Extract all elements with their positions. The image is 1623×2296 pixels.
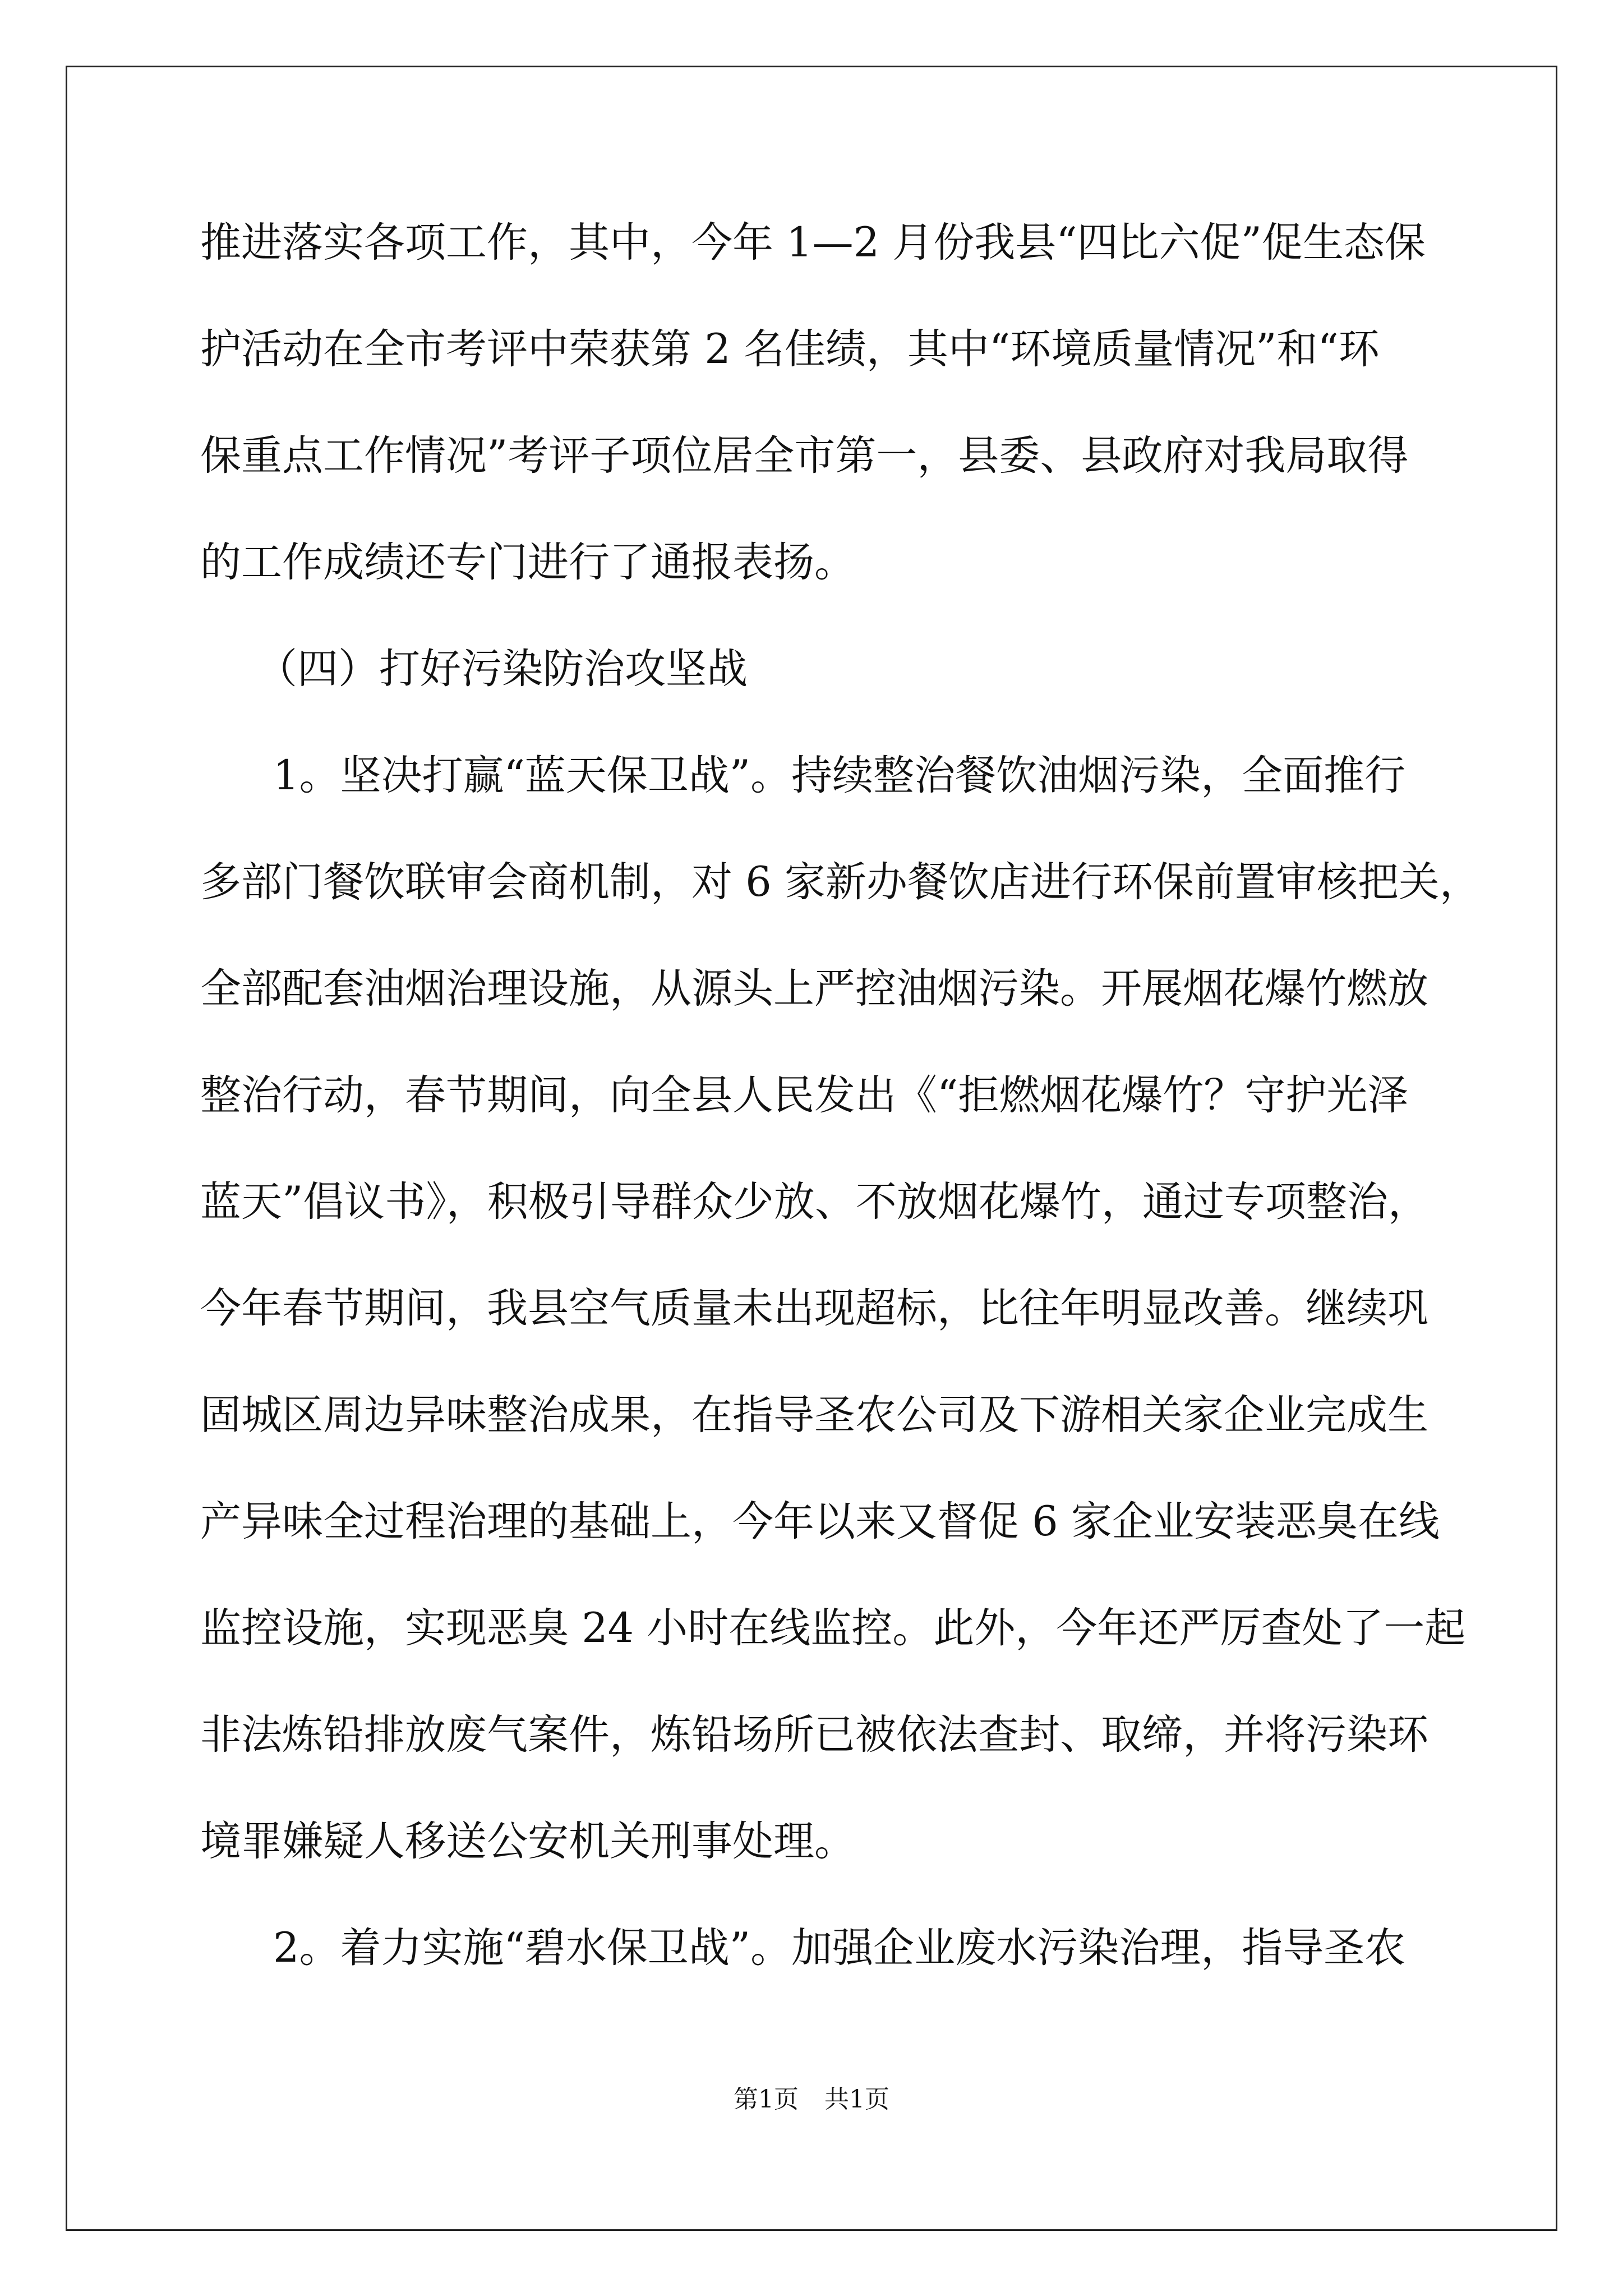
page-total: 共1页 <box>824 2085 889 2114</box>
paragraph-line: 今年春节期间，我县空气质量未出现超标，比往年明显改善。继续巩 <box>200 1285 1428 1332</box>
paragraph-line: 推进落实各项工作，其中，今年 1—2 月份我县“四比六促”促生态保 <box>200 219 1426 266</box>
paragraph-line: 2。着力实施“碧水保卫战”。加强企业废水污染治理，指导圣农 <box>273 1924 1406 1972</box>
paragraph-line: 多部门餐饮联审会商机制，对 6 家新办餐饮店进行环保前置审核把关， <box>200 858 1481 906</box>
page-border <box>66 66 1557 2231</box>
paragraph-line: 非法炼铅排放废气案件，炼铅场所已被依法查封、取缔，并将污染环 <box>200 1711 1428 1759</box>
paragraph-line: 蓝天”倡议书》，积极引导群众少放、不放烟花爆竹，通过专项整治， <box>200 1178 1429 1226</box>
paragraph-line: 1。坚决打赢“蓝天保卫战”。持续整治餐饮油烟污染，全面推行 <box>273 752 1406 799</box>
paragraph-line: 产异味全过程治理的基础上，今年以来又督促 6 家企业安装恶臭在线 <box>200 1498 1440 1545</box>
paragraph-line: 全部配套油烟治理设施，从源头上严控油烟污染。开展烟花爆竹燃放 <box>200 965 1428 1013</box>
page-number: 第1页 <box>734 2085 799 2114</box>
paragraph-line: 境罪嫌疑人移送公安机关刑事处理。 <box>200 1818 855 1865</box>
paragraph-line: 监控设施，实现恶臭 24 小时在线监控。此外，今年还严厉查处了一起 <box>200 1604 1466 1652</box>
section-heading: （四）打好污染防治攻坚战 <box>256 645 748 693</box>
paragraph-line: 护活动在全市考评中荣获第 2 名佳绩，其中“环境质量情况”和“环 <box>200 325 1380 373</box>
paragraph-line: 固城区周边异味整治成果，在指导圣农公司及下游相关家企业完成生 <box>200 1391 1428 1439</box>
paragraph-line: 的工作成绩还专门进行了通报表扬。 <box>200 539 855 586</box>
paragraph-line: 整治行动，春节期间，向全县人民发出《“拒燃烟花爆竹？守护光泽 <box>200 1071 1409 1119</box>
paragraph-line: 保重点工作情况”考评子项位居全市第一，县委、县政府对我局取得 <box>200 432 1409 480</box>
page-footer <box>0 2084 1623 2115</box>
